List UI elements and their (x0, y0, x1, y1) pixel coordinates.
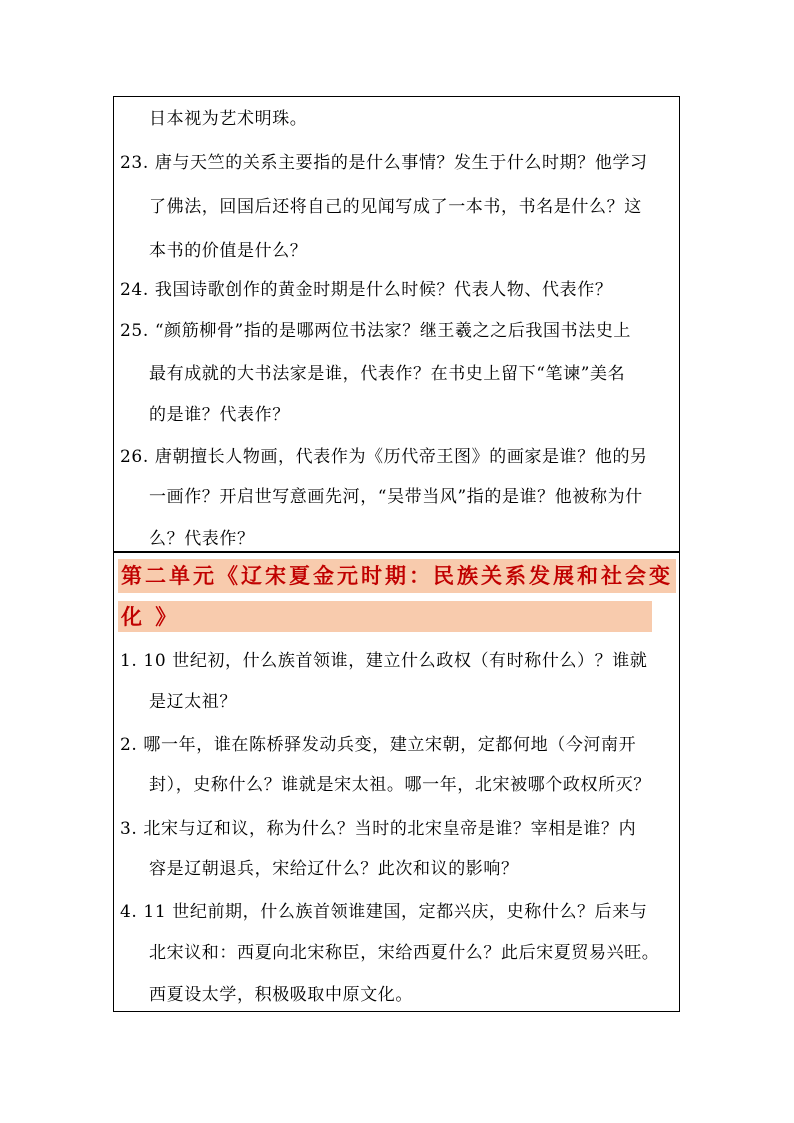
question-24: 24. 我国诗歌创作的黄金时期是什么时候？代表人物、代表作？ (120, 280, 613, 300)
question-26: 26. 唐朝擅长人物画，代表作为《历代帝王图》的画家是谁？他的另 (120, 447, 648, 467)
question-25: 25. “颜筋柳骨”指的是哪两位书法家？继王羲之之后我国书法史上 (120, 321, 632, 341)
text-line: 西夏设太学，积极吸取中原文化。 (149, 985, 413, 1005)
unit2-heading-cont: 化 》 (121, 604, 180, 629)
question-1: 1. 10 世纪初，什么族首领谁，建立什么政权（有时称什么）？谁就 (120, 651, 648, 671)
question-3: 3. 北宋与辽和议，称为什么？当时的北宋皇帝是谁？宰相是谁？内 (120, 819, 637, 839)
text-line: 本书的价值是什么？ (149, 241, 308, 261)
heading-highlight (118, 601, 652, 632)
text-line: 的是谁？代表作？ (149, 405, 290, 425)
text-line: 封），史称什么？谁就是宋太祖。哪一年，北宋被哪个政权所灭？ (149, 775, 651, 795)
question-4: 4. 11 世纪前期，什么族首领谁建国，定都兴庆，史称什么？后来与 (120, 902, 648, 922)
text-line: 一画作？开启世写意画先河，“吴带当风”指的是谁？他被称为什 (149, 487, 643, 507)
text-line: 是辽太祖？ (149, 692, 237, 712)
text-line: 日本视为艺术明珠。 (149, 109, 308, 129)
text-line: 容是辽朝退兵，宋给辽什么？此次和议的影响？ (149, 859, 519, 879)
text-line: 了佛法，回国后还将自己的见闻写成了一本书，书名是什么？这 (149, 197, 642, 217)
question-2: 2. 哪一年，谁在陈桥驿发动兵变，建立宋朝，定都何地（今河南开 (120, 735, 637, 755)
text-line: 最有成就的大书法家是谁，代表作？在书史上留下“笔谏”美名 (149, 364, 626, 384)
unit2-heading: 第二单元《辽宋夏金元时期：民族关系发展和社会变 (121, 563, 673, 588)
question-23: 23. 唐与天竺的关系主要指的是什么事情？发生于什么时期？他学习 (120, 153, 648, 173)
text-line: 么？代表作？ (149, 529, 255, 549)
text-line: 北宋议和：西夏向北宋称臣，宋给西夏什么？此后宋夏贸易兴旺。 (149, 943, 660, 963)
